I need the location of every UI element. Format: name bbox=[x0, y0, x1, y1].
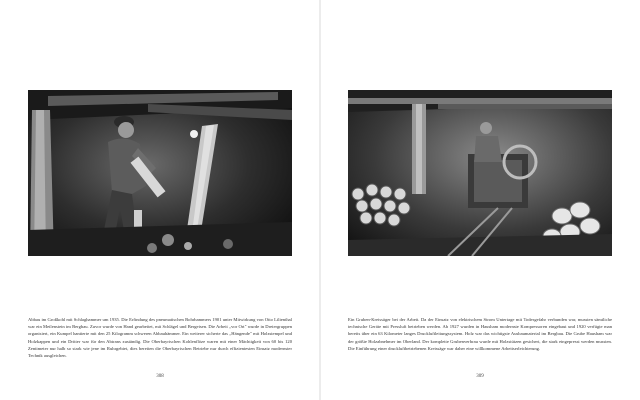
right-page-number: 309 bbox=[476, 374, 484, 379]
right-page bbox=[320, 0, 640, 400]
right-caption: Ein Gruben-Kreissäger bei der Arbeit. Da der Einsatz von elektrischem Strom Untertage mit Todesgefahr verbunden war, mussten sämtliche technische Geräte mit Pressluft betrieben werden. Ab 1927 wurden in Hausham modernste Kompressoren eingebaut und 1920 verfügte man bereits über ein 63 Kilometer langes Druckluftleitungssystem. Holz war das wichtigste Ausbaumaterial im Bergbau. Die Grube Hausham war der größte Holzabnehmer im Oberland. Der komplette Grubenverbrau wurde mit Holzstützen gesichert, die stark eingepresst werden mussten. Die Einführung einer druckluftbetriebenen Kreissäge war daher eine willkommene Arbeitserleichterung. bbox=[348, 317, 612, 351]
left-photo bbox=[28, 90, 292, 256]
right-photo bbox=[348, 90, 612, 256]
miner-photo-illustration bbox=[28, 90, 292, 256]
left-page-number: 308 bbox=[156, 374, 164, 379]
left-caption: Abbau im Großkohl mit Schlaghammer um 1935. Die Erfindung des pneumatischen Bohrhammers 1901 unter Mitwirkung von Otto Lilienthal war ein Meilenstein im Bergbau. Zuvor wurde von Hand gearbeitet, mit Schlägel und Bergeisen. Die Arbeit „vor Ort" wurde in Dreiergruppen organisiert, ein Kumpel hantierte mit den 25 Kilogramm schweren Abbauhämmer. Ein weiterer sicherte das „Hängende" mit Holzstempel und Holzkappen und ein Dritter war für den Abtrans zuständig. Die Oberbayrischen Kohlenflöze waren mit einer Mächtigkeit von 60 bis 120 Zentimeter nur halb so stark wie jene im Ruhrgebiet, dies bereiten die Oberbayrischen Betriebe nur durch effizientesten Einsatz modernster Technik ausgleichen. bbox=[28, 317, 292, 359]
saw-photo-illustration bbox=[348, 90, 612, 256]
